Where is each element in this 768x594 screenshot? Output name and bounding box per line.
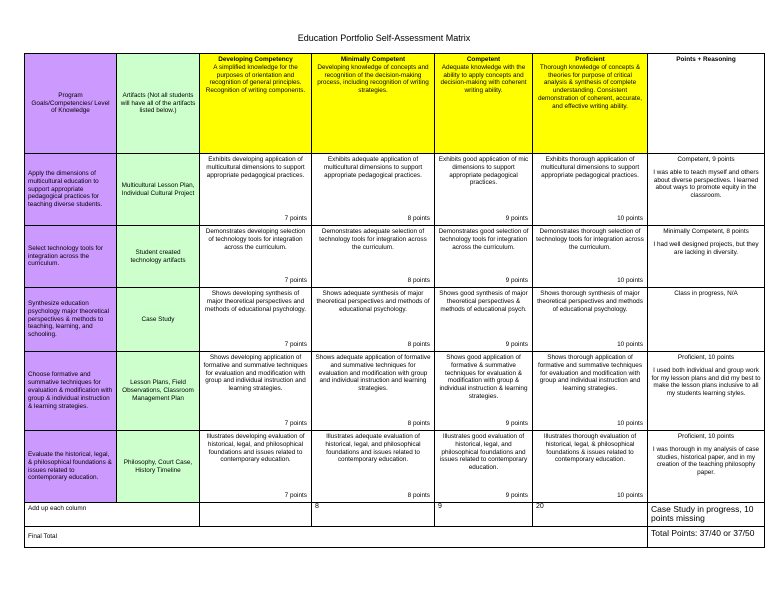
rubric-text: Demonstrates adequate selection of technology tools for integration across the curriculum. [319,228,427,251]
rubric-points: 7 points [284,277,307,285]
header-level-developing [200,54,312,154]
rubric-points: 8 points [407,492,430,500]
reasoning-text: I had well designed projects, but they are lacking in diversity. [653,240,759,256]
reasoning-text: I used both individual and group work for my lesson plans and did my best to make the lesson plans inclusive to all my students learning styles. [651,366,761,398]
rubric-cell [200,431,312,503]
rubric-points: 7 points [284,341,307,349]
rubric-points: 8 points [407,341,430,349]
points-reasoning-cell [648,154,765,226]
rubric-cell [533,288,648,352]
rubric-points: 10 points [617,277,643,285]
rubric-points: 7 points [284,215,307,223]
rubric-text: Illustrates thorough evaluation of historical, legal, & philosophical foundations & issues related to contemporary education. [543,433,637,464]
rubric-text: Shows adequate application of formative and summative techniques for evaluation and modification with group and individual instruction and learning strategies. [315,354,431,393]
rubric-text: Shows good application of formative & summative techniques for evaluation & modification with group & individual instruction & learning strategies. [439,354,528,401]
table-row [25,288,765,352]
rubric-points: 9 points [505,341,528,349]
column-sum: 8 [312,503,435,527]
self-score: Class in progress, N/A [674,290,738,297]
rubric-points: 10 points [617,492,643,500]
table-row [25,226,765,288]
rubric-points: 10 points [617,420,643,428]
rubric-text: Exhibits developing application of multicultural dimensions to support appropriate pedagogical practices. [206,156,305,179]
table-row [25,154,765,226]
rubric-text: Demonstrates developing selection of technology tools for integration across the curriculum. [205,228,306,251]
rubric-cell [200,226,312,288]
rubric-points: 8 points [407,277,430,285]
self-score: Proficient, 10 points [677,354,735,361]
rubric-text: Shows developing application of formative and summative techniques for evaluation and modification with group and individual instruction and learning strategies. [203,354,308,393]
column-sum: 9 [435,503,533,527]
level-description: A simplified knowledge for the purposes of orientation and recognition of general principles. Recognition of writing components. [205,63,306,95]
rubric-cell [533,226,648,288]
points-reasoning-cell [648,226,765,288]
row-artifact: Lesson Plans, Field Observations, Classroom Management Plan [117,352,200,431]
rubric-text: Exhibits good application of mic dimensions to support appropriate pedagogical practices. [438,156,529,187]
rubric-text: Illustrates developing evaluation of historical, legal, and philosophical foundations and issues related to contemporary education. [206,433,305,464]
header-program-goals: Program Goals/Competencies/ Level of Knowledge [25,54,117,154]
final-total-row [25,526,765,547]
level-description: Developing knowledge of concepts and recognition of the decision-making process, including recognition of writing strategies. [317,63,429,95]
rubric-cell [435,288,533,352]
level-description: Thorough knowledge of concepts & theories for purpose of critical analysis & synthesis of complete understanding. Consistent demonstration of coherent, accurate, and effective writing ability. [537,63,643,110]
rubric-cell [312,431,435,503]
rubric-text: Shows good synthesis of major theoretical perspectives & methods of educational psych. [439,290,528,313]
header-row [25,54,765,154]
reasoning-text: I was able to teach myself and others about diverse perspectives. I learned about ways to promote equity in the classroom. [653,168,759,200]
rubric-cell [312,288,435,352]
rubric-cell [312,154,435,226]
rubric-text: Demonstrates thorough selection of technology tools for integration across the curriculum. [536,228,644,251]
rubric-text: Exhibits thorough application of multicultural dimensions to support appropriate pedagogical practices. [540,156,640,179]
level-name: Developing Competency [218,56,293,63]
rubric-text: Demonstrates good selection of technology tools for integration across the curriculum. [438,228,529,251]
rubric-cell [200,288,312,352]
rubric-text: Illustrates adequate evaluation of historical, legal, and philosophical foundations and issues related to contemporary education. [325,433,421,464]
self-assessment-matrix [24,53,765,548]
level-description: Adequate knowledge with the ability to apply concepts and decision-making with coherent writing ability. [440,63,527,95]
rubric-text: Shows developing synthesis of major theoretical perspectives and methods of educational psychology. [204,290,307,313]
header-level-competent [435,54,533,154]
rubric-points: 8 points [407,420,430,428]
table-row [25,352,765,431]
rubric-text: Shows thorough application of formative and summative techniques for evaluation and modification with group and individual instruction and learning strategies. [537,354,643,393]
row-artifact: Multicultural Lesson Plan, Individual Cultural Project [117,154,200,226]
row-goal: Choose formative and summative techniques for evaluation & modification with group & individual instruction & learning strategies. [25,352,117,431]
final-total-note: Total Points: 37/40 or 37/50 [648,526,765,547]
level-name: Proficient [575,56,605,63]
add-columns-label: Add up each column [25,503,200,527]
rubric-points: 9 points [505,215,528,223]
rubric-cell [435,431,533,503]
row-goal: Apply the dimensions of multicultural education to support appropriate pedagogical practices for teaching diverse students. [25,154,117,226]
rubric-cell [435,154,533,226]
points-reasoning-cell [648,431,765,503]
row-artifact: Philosophy, Court Case, History Timeline [117,431,200,503]
rubric-cell [435,226,533,288]
rubric-points: 8 points [407,215,430,223]
rubric-text: Illustrates good evaluation of historical, legal, and philosophical foundations and issues related to contemporary education. [439,433,528,472]
rubric-points: 7 points [284,492,307,500]
self-score: Competent, 9 points [677,156,735,163]
final-total-label: Final Total [25,526,648,547]
points-reasoning-cell [648,288,765,352]
header-points-reasoning: Points + Reasoning [648,54,765,154]
row-artifact: Student created technology artifacts [117,226,200,288]
self-score: Minimally Competent, 8 points [663,228,749,235]
rubric-cell [312,226,435,288]
rubric-points: 10 points [617,215,643,223]
row-goal: Synthesize education psychology major theoretical perspectives & methods to teaching, learning, and schooling. [25,288,117,352]
header-level-proficient [533,54,648,154]
rubric-text: Shows thorough synthesis of major theoretical perspectives and methods of educational psychology. [537,290,643,313]
rubric-points: 9 points [505,420,528,428]
rubric-points: 7 points [284,420,307,428]
rubric-points: 9 points [505,492,528,500]
self-score: Proficient, 10 points [677,433,735,440]
rubric-points: 10 points [617,341,643,349]
rubric-cell [533,352,648,431]
rubric-text: Exhibits adequate application of multicultural dimensions to support appropriate pedagogical practices. [323,156,423,179]
rubric-cell [533,154,648,226]
row-goal: Evaluate the historical, legal, & philosophical foundations & issues related to contemporary education. [25,431,117,503]
points-reasoning-cell [648,352,765,431]
level-name: Competent [466,56,501,63]
header-level-minimally-competent [312,54,435,154]
table-row [25,431,765,503]
row-goal: Select technology tools for integration across the curriculum. [25,226,117,288]
rubric-cell [312,352,435,431]
rubric-text: Shows adequate synthesis of major theoretical perspectives and methods of educational psychology. [316,290,430,313]
document-title: Education Portfolio Self-Assessment Matrix [297,33,471,43]
row-artifact: Case Study [117,288,200,352]
column-sum: 20 [533,503,648,527]
rubric-cell [533,431,648,503]
rubric-cell [435,352,533,431]
level-name: Minimally Competent [340,56,406,63]
sum-note: Case Study in progress, 10 points missing [648,503,765,527]
rubric-points: 9 points [505,277,528,285]
header-artifacts: Artifacts (Not all students will have all of the artifacts listed below.) [117,54,200,154]
rubric-cell [200,352,312,431]
column-sum-row [25,503,765,527]
rubric-cell [200,154,312,226]
column-sum [200,503,312,527]
reasoning-text: I was thorough in my analysis of case studies, historical paper, and in my creation of the teaching philosophy paper. [652,445,760,477]
